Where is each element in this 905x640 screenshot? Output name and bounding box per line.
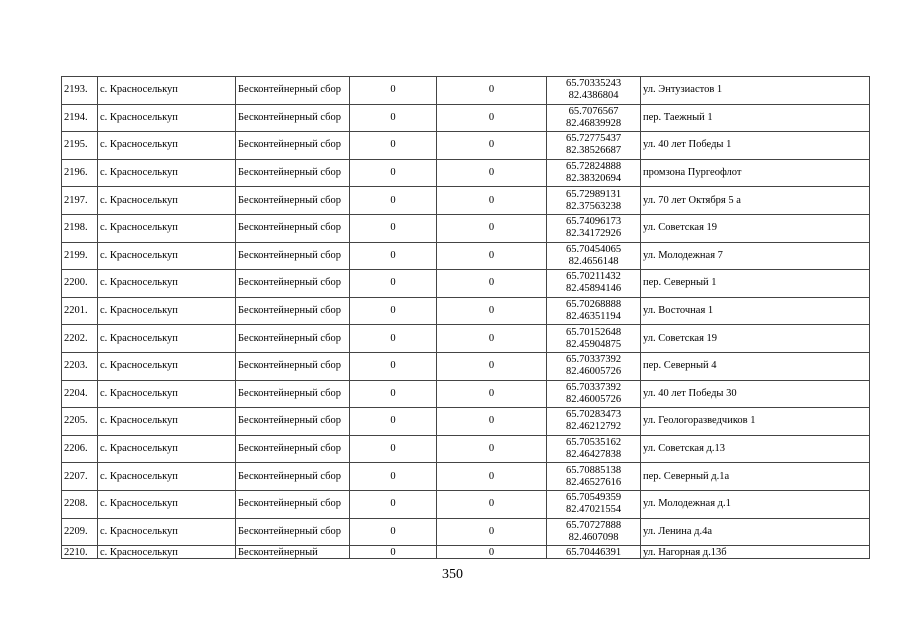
- table-row: [62, 463, 870, 491]
- longitude-value: 82.45894146: [565, 283, 622, 295]
- collection-type-cell: Бесконтейнерный сбор: [236, 297, 350, 325]
- address-cell: ул. Советская 19: [641, 325, 870, 353]
- longitude-value: 82.46427838: [565, 449, 622, 461]
- row-number-cell: 2205.: [62, 408, 98, 436]
- coordinates-cell: [547, 380, 641, 408]
- settlement-cell: с. Красноселькуп: [98, 77, 236, 105]
- longitude-value: 82.46005726: [565, 393, 622, 405]
- row-number-cell: 2197.: [62, 187, 98, 215]
- settlement-cell: с. Красноселькуп: [98, 518, 236, 546]
- container-count-cell: 0: [350, 132, 437, 160]
- container-count-cell: 0: [350, 490, 437, 518]
- longitude-value: 82.34172926: [565, 228, 622, 240]
- collection-type-cell: Бесконтейнерный сбор: [236, 380, 350, 408]
- latitude-value: 65.72989131: [565, 188, 622, 200]
- volume-cell: 0: [437, 214, 547, 242]
- container-count-cell: 0: [350, 325, 437, 353]
- longitude-value: 82.46005726: [565, 366, 622, 378]
- longitude-value: 82.4607098: [568, 531, 619, 543]
- latitude-value: 65.74096173: [565, 216, 622, 228]
- row-number-cell: 2209.: [62, 518, 98, 546]
- volume-cell: 0: [437, 159, 547, 187]
- address-cell: ул. Ленина д.4а: [641, 518, 870, 546]
- settlement-cell: с. Красноселькуп: [98, 463, 236, 491]
- settlement-cell: с. Красноселькуп: [98, 408, 236, 436]
- table-row: [62, 132, 870, 160]
- latitude-value: 65.70268888: [565, 299, 622, 311]
- coordinates-cell: [547, 77, 641, 105]
- volume-cell: 0: [437, 325, 547, 353]
- longitude-value: 82.37563238: [565, 200, 622, 212]
- container-count-cell: 0: [350, 242, 437, 270]
- table-row: [62, 546, 870, 559]
- latitude-value: 65.70885138: [565, 464, 622, 476]
- table-row: [62, 242, 870, 270]
- latitude-value: 65.70152648: [565, 326, 622, 338]
- volume-cell: 0: [437, 490, 547, 518]
- coordinates-cell: [547, 408, 641, 436]
- collection-type-cell: Бесконтейнерный сбор: [236, 77, 350, 105]
- volume-cell: 0: [437, 270, 547, 298]
- collection-type-cell: Бесконтейнерный сбор: [236, 214, 350, 242]
- settlement-cell: с. Красноселькуп: [98, 132, 236, 160]
- address-cell: ул. 70 лет Октября 5 а: [641, 187, 870, 215]
- volume-cell: 0: [437, 187, 547, 215]
- container-count-cell: 0: [350, 380, 437, 408]
- address-cell: пер. Северный 1: [641, 270, 870, 298]
- collection-type-cell: Бесконтейнерный сбор: [236, 187, 350, 215]
- settlement-cell: с. Красноселькуп: [98, 325, 236, 353]
- address-cell: ул. 40 лет Победы 30: [641, 380, 870, 408]
- volume-cell: 0: [437, 132, 547, 160]
- table-row: [62, 325, 870, 353]
- volume-cell: 0: [437, 380, 547, 408]
- address-cell: пер. Таежный 1: [641, 104, 870, 132]
- container-count-cell: 0: [350, 159, 437, 187]
- latitude-value: 65.7076567: [568, 105, 619, 117]
- coordinates-cell: [547, 546, 641, 559]
- longitude-value: 82.4656148: [568, 255, 619, 267]
- latitude-value: 65.70535162: [565, 437, 622, 449]
- collection-type-cell: Бесконтейнерный сбор: [236, 159, 350, 187]
- row-number-cell: 2193.: [62, 77, 98, 105]
- latitude-value: 65.70283473: [565, 409, 622, 421]
- settlement-cell: с. Красноселькуп: [98, 380, 236, 408]
- longitude-value: 82.46839928: [565, 117, 622, 129]
- longitude-value: 82.46527616: [565, 476, 622, 488]
- table-row: [62, 187, 870, 215]
- volume-cell: 0: [437, 408, 547, 436]
- settlement-cell: с. Красноселькуп: [98, 490, 236, 518]
- address-cell: пер. Северный д.1а: [641, 463, 870, 491]
- coordinates-cell: [547, 242, 641, 270]
- longitude-value: 82.46351194: [566, 311, 621, 323]
- table-row: [62, 77, 870, 105]
- table-body: [62, 77, 870, 559]
- collection-type-cell: Бесконтейнерный сбор: [236, 132, 350, 160]
- container-count-cell: 0: [350, 297, 437, 325]
- row-number-cell: 2202.: [62, 325, 98, 353]
- address-cell: ул. Геологоразведчиков 1: [641, 408, 870, 436]
- container-count-cell: 0: [350, 352, 437, 380]
- address-cell: ул. Советская 19: [641, 214, 870, 242]
- coordinates-cell: [547, 490, 641, 518]
- settlement-cell: с. Красноселькуп: [98, 214, 236, 242]
- collection-type-cell: Бесконтейнерный сбор: [236, 242, 350, 270]
- latitude-value: 65.70727888: [565, 519, 622, 531]
- row-number-cell: 2201.: [62, 297, 98, 325]
- volume-cell: 0: [437, 435, 547, 463]
- longitude-value: 82.4386804: [568, 90, 619, 102]
- address-cell: ул. Советская д.13: [641, 435, 870, 463]
- settlement-cell: с. Красноселькуп: [98, 435, 236, 463]
- address-cell: ул. Восточная 1: [641, 297, 870, 325]
- row-number-cell: 2200.: [62, 270, 98, 298]
- volume-cell: 0: [437, 463, 547, 491]
- latitude-value: 65.70335243: [565, 78, 622, 90]
- row-number-cell: 2208.: [62, 490, 98, 518]
- volume-cell: 0: [437, 546, 547, 559]
- row-number-cell: 2204.: [62, 380, 98, 408]
- container-count-cell: 0: [350, 270, 437, 298]
- settlement-cell: с. Красноселькуп: [98, 352, 236, 380]
- volume-cell: 0: [437, 352, 547, 380]
- latitude-value: 65.70337392: [565, 381, 622, 393]
- longitude-value: 82.38526687: [565, 145, 622, 157]
- coordinates-cell: [547, 159, 641, 187]
- table-row: [62, 518, 870, 546]
- container-count-cell: 0: [350, 463, 437, 491]
- settlement-cell: с. Красноселькуп: [98, 297, 236, 325]
- table-row: [62, 214, 870, 242]
- latitude-value: 65.70211432: [566, 271, 621, 283]
- address-cell: ул. Молодежная 7: [641, 242, 870, 270]
- container-count-cell: 0: [350, 104, 437, 132]
- table-row: [62, 490, 870, 518]
- collection-type-cell: Бесконтейнерный: [236, 546, 350, 559]
- coordinates-cell: [547, 518, 641, 546]
- collection-type-cell: Бесконтейнерный сбор: [236, 408, 350, 436]
- address-cell: промзона Пургеофлот: [641, 159, 870, 187]
- coordinates-cell: [547, 187, 641, 215]
- settlement-cell: с. Красноселькуп: [98, 242, 236, 270]
- coordinates-cell: [547, 463, 641, 491]
- table-row: [62, 270, 870, 298]
- volume-cell: 0: [437, 242, 547, 270]
- latitude-value: 65.70549359: [565, 492, 622, 504]
- settlement-cell: с. Красноселькуп: [98, 546, 236, 559]
- coordinates-cell: [547, 352, 641, 380]
- settlement-cell: с. Красноселькуп: [98, 159, 236, 187]
- collection-type-cell: Бесконтейнерный сбор: [236, 518, 350, 546]
- row-number-cell: 2203.: [62, 352, 98, 380]
- coordinates-cell: [547, 104, 641, 132]
- collection-type-cell: Бесконтейнерный сбор: [236, 352, 350, 380]
- volume-cell: 0: [437, 518, 547, 546]
- volume-cell: 0: [437, 104, 547, 132]
- coordinates-cell: [547, 325, 641, 353]
- row-number-cell: 2196.: [62, 159, 98, 187]
- longitude-value: 82.46212792: [565, 421, 622, 433]
- container-count-cell: 0: [350, 214, 437, 242]
- latitude-value: 65.70337392: [565, 354, 622, 366]
- address-cell: ул. 40 лет Победы 1: [641, 132, 870, 160]
- table-row: [62, 159, 870, 187]
- address-cell: ул. Молодежная д.1: [641, 490, 870, 518]
- volume-cell: 0: [437, 77, 547, 105]
- collection-type-cell: Бесконтейнерный сбор: [236, 325, 350, 353]
- longitude-value: 82.38320694: [565, 173, 622, 185]
- address-cell: ул. Нагорная д.13б: [641, 546, 870, 559]
- row-number-cell: 2198.: [62, 214, 98, 242]
- latitude-value: 65.72775437: [565, 133, 622, 145]
- collection-type-cell: Бесконтейнерный сбор: [236, 435, 350, 463]
- row-number-cell: 2210.: [62, 546, 98, 559]
- row-number-cell: 2206.: [62, 435, 98, 463]
- table-row: [62, 352, 870, 380]
- container-count-cell: 0: [350, 187, 437, 215]
- container-count-cell: 0: [350, 408, 437, 436]
- row-number-cell: 2194.: [62, 104, 98, 132]
- coordinates-cell: [547, 297, 641, 325]
- address-cell: пер. Северный 4: [641, 352, 870, 380]
- coordinates-cell: [547, 132, 641, 160]
- coordinates-cell: [547, 270, 641, 298]
- collection-type-cell: Бесконтейнерный сбор: [236, 490, 350, 518]
- row-number-cell: 2207.: [62, 463, 98, 491]
- longitude-value: 82.45904875: [565, 338, 622, 350]
- collection-type-cell: Бесконтейнерный сбор: [236, 270, 350, 298]
- volume-cell: 0: [437, 297, 547, 325]
- coordinates-cell: [547, 214, 641, 242]
- table-row: [62, 380, 870, 408]
- container-count-cell: 0: [350, 546, 437, 559]
- table-row: [62, 435, 870, 463]
- page-number: 350: [442, 567, 463, 582]
- longitude-value: 82.47021554: [565, 504, 622, 516]
- container-count-cell: 0: [350, 77, 437, 105]
- table-row: [62, 297, 870, 325]
- collection-type-cell: Бесконтейнерный сбор: [236, 463, 350, 491]
- latitude-value: 65.72824888: [565, 161, 622, 173]
- table-row: [62, 408, 870, 436]
- row-number-cell: 2195.: [62, 132, 98, 160]
- settlement-cell: с. Красноселькуп: [98, 104, 236, 132]
- container-count-cell: 0: [350, 435, 437, 463]
- settlement-cell: с. Красноселькуп: [98, 270, 236, 298]
- latitude-value: 65.70446391: [565, 546, 622, 558]
- table-row: [62, 104, 870, 132]
- waste-sites-table: [61, 76, 870, 559]
- address-cell: ул. Энтузиастов 1: [641, 77, 870, 105]
- container-count-cell: 0: [350, 518, 437, 546]
- coordinates-cell: [547, 435, 641, 463]
- collection-type-cell: Бесконтейнерный сбор: [236, 104, 350, 132]
- row-number-cell: 2199.: [62, 242, 98, 270]
- latitude-value: 65.70454065: [565, 243, 622, 255]
- settlement-cell: с. Красноселькуп: [98, 187, 236, 215]
